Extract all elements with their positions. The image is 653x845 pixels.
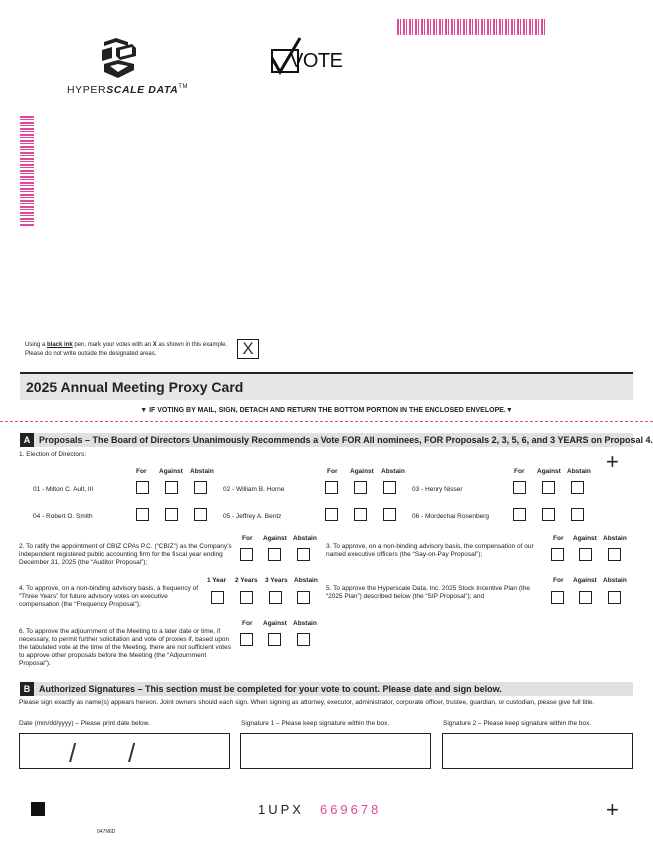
date-label: Date (mm/dd/yyyy) – Please print date below. xyxy=(19,720,150,727)
proposal-6-abstain-checkbox[interactable] xyxy=(297,633,310,646)
proposal-3-text: 3. To approve, on a non-binding advisory basis, the compensation of our named executive officers (the “Say-on-Pay Proposal”); xyxy=(326,543,534,558)
title-band xyxy=(20,372,633,400)
vote-text: VOTE xyxy=(290,50,343,72)
nominee-03: 03 - Henry Nisser xyxy=(412,486,463,493)
nominee-05-abstain-checkbox[interactable] xyxy=(383,508,396,521)
hyperscale-logo-icon xyxy=(98,36,142,80)
proposal-5-against-checkbox[interactable] xyxy=(579,591,592,604)
example-mark-box: X xyxy=(237,339,259,359)
nominee-04-against-checkbox[interactable] xyxy=(165,508,178,521)
proposal-5-for-checkbox[interactable] xyxy=(551,591,564,604)
signature-1-field[interactable] xyxy=(240,733,431,769)
nominee-01-for-checkbox[interactable] xyxy=(136,481,149,494)
nominee-03-against-checkbox[interactable] xyxy=(542,481,555,494)
footer-code: 1UPX 669678 xyxy=(258,802,382,817)
proposal-2-against-checkbox[interactable] xyxy=(268,548,281,561)
nominee-04: 04 - Robert O. Smith xyxy=(33,513,93,520)
nominee-01-against-checkbox[interactable] xyxy=(165,481,178,494)
proposal-4-2-years-checkbox[interactable] xyxy=(240,591,253,604)
section-b-header: B Authorized Signatures – This section must be completed for your vote to count. Please date and sign below. xyxy=(20,682,633,696)
section-a-header: A Proposals – The Board of Directors Unanimously Recommends a Vote FOR All nominees, FOR Proposals 2, 3, 5, 6, and 3 YEARS on Proposal 4. xyxy=(20,433,633,447)
nominee-06-for-checkbox[interactable] xyxy=(513,508,526,521)
barcode-top xyxy=(397,19,545,35)
nominee-02: 02 - William B. Horne xyxy=(223,486,285,493)
proposal-6-for-checkbox[interactable] xyxy=(240,633,253,646)
plus-mark-icon: + xyxy=(606,449,619,474)
nominee-02-for-checkbox[interactable] xyxy=(325,481,338,494)
date-field[interactable]: / / xyxy=(19,733,230,769)
nominee-02-abstain-checkbox[interactable] xyxy=(383,481,396,494)
proposal-4-3-years-checkbox[interactable] xyxy=(269,591,282,604)
election-label: 1. Election of Directors: xyxy=(19,451,87,458)
section-b-heading: Authorized Signatures – This section must be completed for your vote to count. Please date and sign below. xyxy=(39,684,502,694)
nominee-05: 05 - Jeffrey A. Bentz xyxy=(223,513,282,520)
marking-instructions: Using a black ink pen, mark your votes with an X as shown in this example. Please do not write outside the designated areas. xyxy=(25,342,228,357)
proposal-3-for-checkbox[interactable] xyxy=(551,548,564,561)
detach-notice: ▼ IF VOTING BY MAIL, SIGN, DETACH AND RETURN THE BOTTOM PORTION IN THE ENCLOSED ENVELOPE.▼ xyxy=(140,407,513,414)
nominee-02-against-checkbox[interactable] xyxy=(354,481,367,494)
nominee-06-abstain-checkbox[interactable] xyxy=(571,508,584,521)
proposal-5-text: 5. To approve the Hyperscale Data, Inc. 2025 Stock Incentive Plan (the “2025 Plan”) described below (the “SIP Proposal”); and xyxy=(326,585,531,600)
plus-mark-icon: + xyxy=(606,797,619,822)
nominee-05-against-checkbox[interactable] xyxy=(354,508,367,521)
nominee-01: 01 - Milton C. Ault, III xyxy=(33,486,94,493)
proposal-4-text: 4. To approve, on a non-binding advisory basis, a frequency of “Three Years” for future advisory votes on executive compensation (the “Frequency Proposal”); xyxy=(19,585,199,608)
hyperscale-wordmark: HYPERSCALE DATA™ xyxy=(67,84,189,96)
detach-line xyxy=(0,421,653,422)
nominee-05-for-checkbox[interactable] xyxy=(325,508,338,521)
nominee-06: 06 - Mordechai Rosenberg xyxy=(412,513,489,520)
nominee-06-against-checkbox[interactable] xyxy=(542,508,555,521)
nominee-04-for-checkbox[interactable] xyxy=(136,508,149,521)
registration-square xyxy=(31,802,45,816)
proposal-5-abstain-checkbox[interactable] xyxy=(608,591,621,604)
proposal-2-for-checkbox[interactable] xyxy=(240,548,253,561)
proposal-4-abstain-checkbox[interactable] xyxy=(297,591,310,604)
signature-2-label: Signature 2 – Please keep signature within the box. xyxy=(443,720,592,727)
proposal-4-1-year-checkbox[interactable] xyxy=(211,591,224,604)
proposal-6-against-checkbox[interactable] xyxy=(268,633,281,646)
form-code: 047N6D xyxy=(97,829,116,835)
proposal-6-text: 6. To approve the adjournment of the Meeting to a later date or time, if necessary, to permit further solicitation and vote of proxies if, based upon the tabulated vote at the time of the Meeting, there are not sufficient votes to approve other proposals before the Meeting (the “Adjournment Proposal”). xyxy=(19,628,231,667)
card-title: 2025 Annual Meeting Proxy Card xyxy=(26,379,244,395)
signature-1-label: Signature 1 – Please keep signature within the box. xyxy=(241,720,390,727)
section-a-heading: Proposals – The Board of Directors Unanimously Recommends a Vote FOR All nominees, FOR Proposals 2, 3, 5, 6, and 3 YEARS on Proposal 4. xyxy=(39,435,653,445)
nominee-03-abstain-checkbox[interactable] xyxy=(571,481,584,494)
vote-logo xyxy=(270,36,343,76)
barcode-left xyxy=(20,116,34,226)
proposal-3-against-checkbox[interactable] xyxy=(579,548,592,561)
signature-instructions: Please sign exactly as name(s) appears hereon. Joint owners should each sign. When signing as attorney, executor, administrator, corporate officer, trustee, guardian, or custodian, please give full title. xyxy=(19,699,595,706)
proposal-2-abstain-checkbox[interactable] xyxy=(297,548,310,561)
nominee-04-abstain-checkbox[interactable] xyxy=(194,508,207,521)
signature-2-field[interactable] xyxy=(442,733,633,769)
proposal-2-text: 2. To ratify the appointment of CBIZ CPAs P.C. (“CBIZ”) as the Company’s independent registered public accounting firm for the fiscal year ending December 31, 2025 (the “Auditor Proposal”); xyxy=(19,543,232,566)
proposal-3-abstain-checkbox[interactable] xyxy=(608,548,621,561)
nominee-03-for-checkbox[interactable] xyxy=(513,481,526,494)
nominee-01-abstain-checkbox[interactable] xyxy=(194,481,207,494)
